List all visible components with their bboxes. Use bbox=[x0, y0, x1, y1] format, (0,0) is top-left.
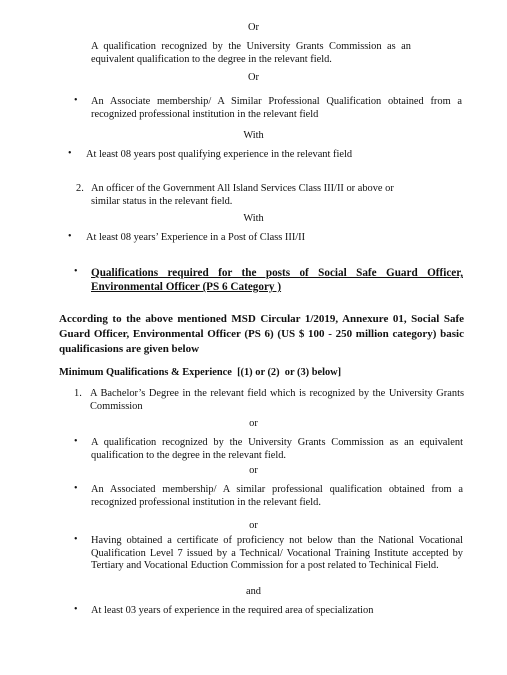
experience-item: At least 08 years’ Experience in a Post of Class III/II bbox=[86, 232, 306, 243]
list-number: 1. bbox=[74, 388, 82, 399]
or-separator: or bbox=[249, 520, 258, 531]
min-qualifications-heading: Minimum Qualifications & Experience [(1) or (2) or (3) below] bbox=[59, 367, 342, 378]
bachelors-degree-item: A Bachelor’s Degree in the relevant field which is recognized by the University Grants Commission bbox=[90, 388, 464, 412]
bullet-icon: • bbox=[68, 231, 72, 242]
bullet-icon: • bbox=[74, 604, 78, 615]
bullet-icon: • bbox=[74, 266, 78, 277]
or-separator: Or bbox=[248, 72, 259, 83]
bullet-icon: • bbox=[74, 95, 78, 106]
or-separator: or bbox=[249, 418, 258, 429]
list-number: 2. bbox=[76, 183, 84, 194]
circular-paragraph: According to the above mentioned MSD Circular 1/2019, Annexure 01, Social Safe Guard Officer, Environmental Officer (PS 6) (US $ 100 - 250 million category) basic qualificasions are given below bbox=[59, 313, 464, 355]
with-separator: With bbox=[243, 130, 264, 141]
with-separator: With bbox=[243, 213, 264, 224]
bullet-icon: • bbox=[74, 483, 78, 494]
or-separator: Or bbox=[248, 22, 259, 33]
officer-item: An officer of the Government All Island Services Class III/II or above or similar status in the relevant field. bbox=[91, 183, 394, 207]
associate-membership-item: An Associate membership/ A Similar Professional Qualification obtained from a recognized professional institution in the relevant field bbox=[91, 96, 462, 120]
certificate-item: Having obtained a certificate of proficiency not below than the National Vocational Qualification Level 7 issued by a Technical/ Vocational Training Institute accepted by Tertiary and Vocational Eduction Commission for a post related to Techinical Field. bbox=[91, 535, 463, 571]
and-separator: and bbox=[245, 586, 261, 597]
bullet-icon: • bbox=[74, 534, 78, 545]
qualification-item: A qualification recognized by the University Grants Commission as an equivalent qualification to the degree in the relevant field. bbox=[91, 437, 463, 461]
experience-item: At least 03 years of experience in the required area of specialization bbox=[91, 605, 374, 616]
section-heading: Qualifications required for the posts of Social Safe Guard Officer, Environmental Officer (PS 6 Category ) bbox=[91, 267, 463, 293]
bullet-icon: • bbox=[68, 148, 72, 159]
or-separator: or bbox=[249, 465, 258, 476]
associated-membership-item: An Associated membership/ A similar professional qualification obtained from a recognized professional institution in the relevant field. bbox=[91, 484, 463, 508]
qualification-paragraph: A qualification recognized by the University Grants Commission as an equivalent qualification to the degree in the relevant field. bbox=[91, 41, 411, 65]
bullet-icon: • bbox=[74, 436, 78, 447]
experience-item: At least 08 years post qualifying experience in the relevant field bbox=[86, 149, 353, 160]
